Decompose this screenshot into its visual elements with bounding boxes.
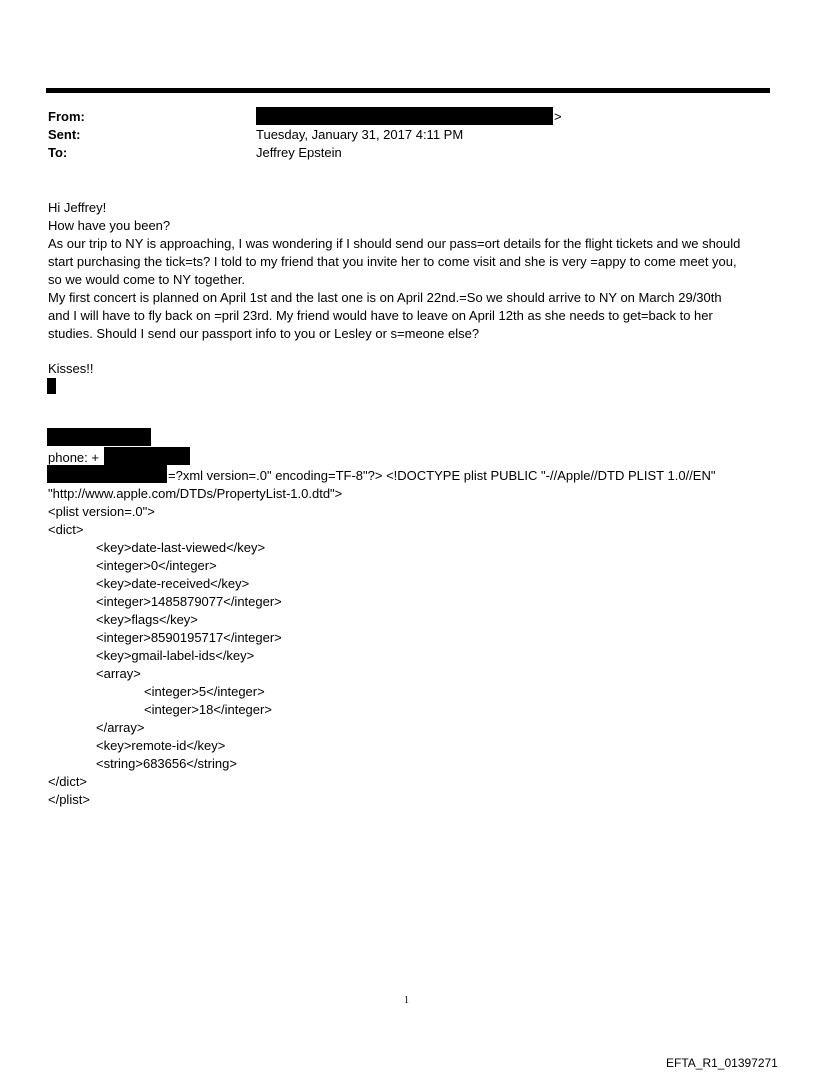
plist-line: <integer>8590195717</integer> [96,630,282,645]
plist-line: <integer>18</integer> [144,702,272,717]
plist-line: <string>683656</string> [96,756,237,771]
from-redaction [256,107,553,125]
body-line: How have you been? [48,218,171,233]
plist-line: <integer>1485879077</integer> [96,594,282,609]
body-line: studies. Should I send our passport info to you or Lesley or s=meone else? [48,326,480,341]
plist-line: <key>remote-id</key> [96,738,226,753]
phone-redaction [104,447,190,465]
plist-line: <integer>5</integer> [144,684,265,699]
plist-line: </plist> [48,792,90,807]
plist-line: <key>date-last-viewed</key> [96,540,266,555]
body-line: My first concert is planned on April 1st and the last one is on April 22nd.=So we should arrive to NY on March 29/30th [48,290,722,305]
plist-line: "http://www.apple.com/DTDs/PropertyList-1.0.dtd"> [48,486,343,501]
from-label: From: [48,109,85,124]
from-suffix: > [554,109,562,124]
plist-line: <key>gmail-label-ids</key> [96,648,255,663]
plist-line: </array> [96,720,145,735]
plist-line: <integer>0</integer> [96,558,217,573]
signoff: Kisses!! [48,361,94,376]
page-number: 1 [404,995,409,1006]
body-line: so we would come to NY together. [48,272,246,287]
document-id: EFTA_R1_01397271 [666,1056,778,1070]
body-line: As our trip to NY is approaching, I was wondering if I should send our pass=ort details for the flight tickets and we should [48,236,741,251]
plist-line: <array> [96,666,141,681]
body-line: start purchasing the tick=ts? I told to my friend that you invite her to come visit and she is very =appy to come meet you, [48,254,737,269]
sent-value: Tuesday, January 31, 2017 4:11 PM [256,127,464,142]
to-label: To: [48,145,68,160]
plist-line: <key>flags</key> [96,612,198,627]
phone-label: phone: + [48,450,99,465]
plist-prefix-redaction [47,465,167,483]
plist-line: <dict> [48,522,84,537]
plist-line: <key>date-received</key> [96,576,250,591]
signature-redaction-small [47,378,56,394]
body-line: and I will have to fly back on =pril 23rd. My friend would have to leave on April 12th as she needs to get=back to her [48,308,713,323]
plist-line: <plist version=.0"> [48,504,155,519]
plist-line: =?xml version=.0" encoding=TF-8"?> <!DOCTYPE plist PUBLIC "-//Apple//DTD PLIST 1.0//EN" [168,468,716,483]
to-value: Jeffrey Epstein [256,145,342,160]
header-rule [46,88,770,93]
name-redaction [47,428,151,446]
sent-label: Sent: [48,127,81,142]
plist-line: </dict> [48,774,88,789]
body-line: Hi Jeffrey! [48,200,107,215]
